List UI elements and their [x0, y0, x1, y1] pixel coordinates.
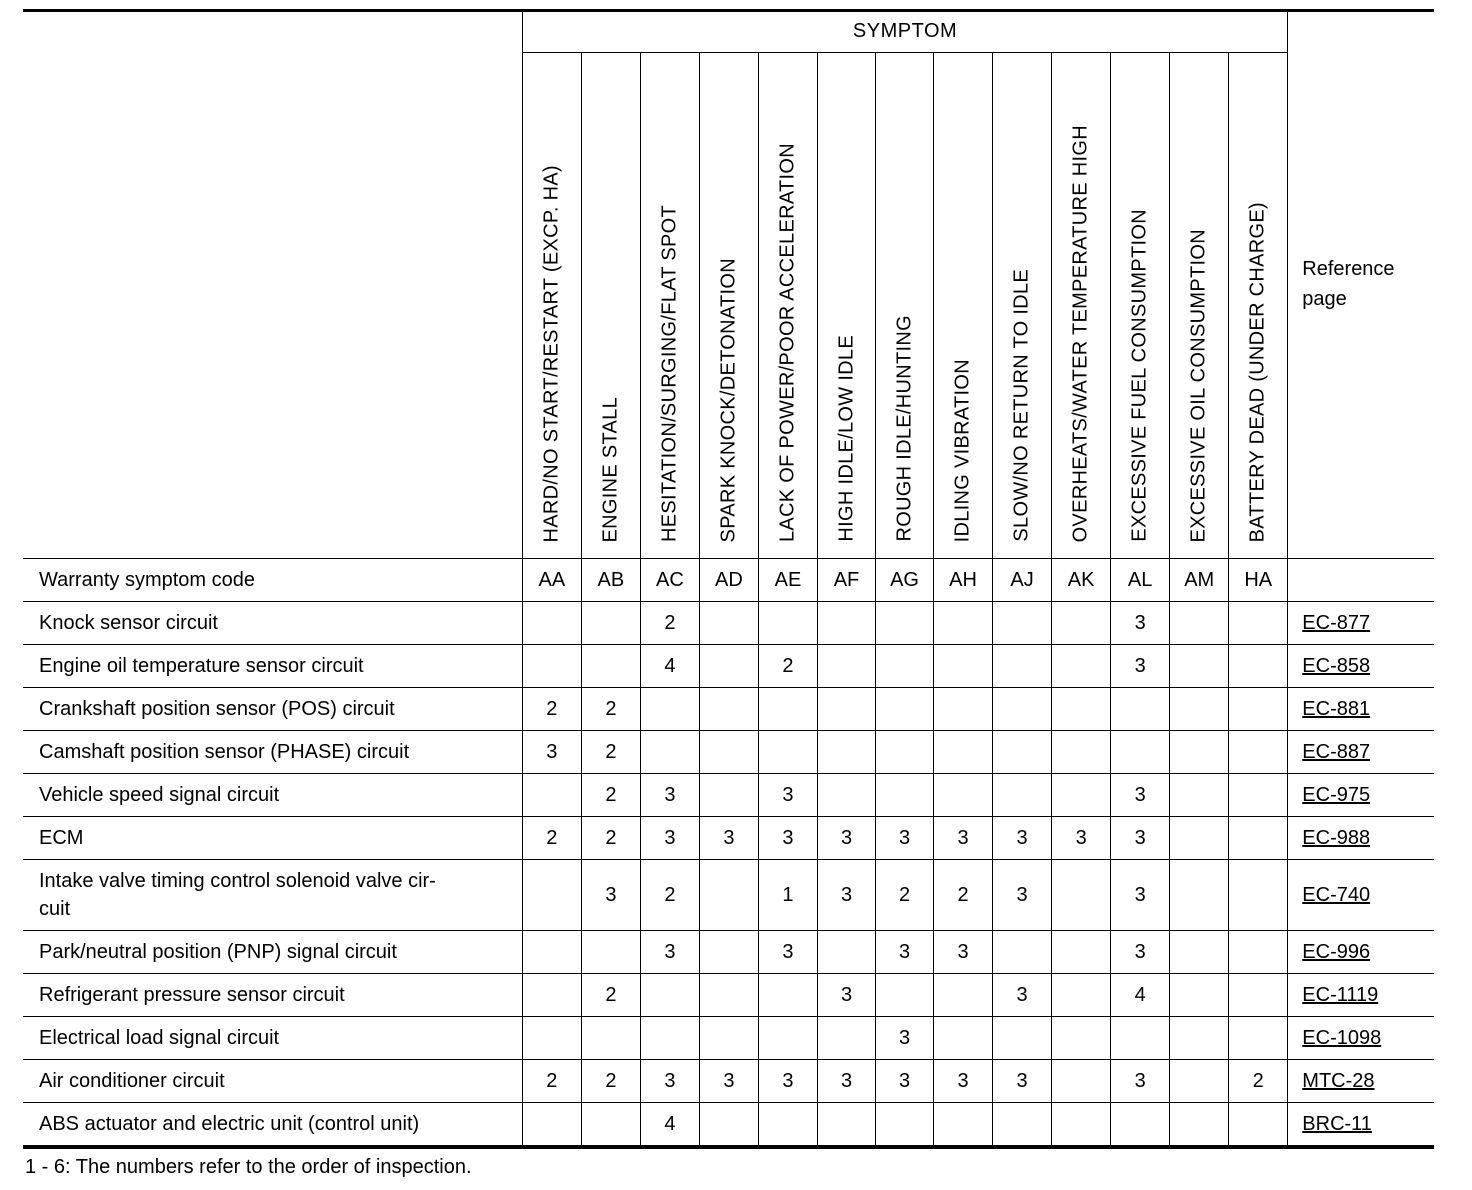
cell-value: [699, 974, 758, 1017]
cell-value: [1111, 1103, 1170, 1146]
symptom-code: AA: [522, 559, 581, 602]
cell-value: 3: [1111, 645, 1170, 688]
reference-cell: [1288, 817, 1434, 860]
symptom-column-header: [1170, 53, 1229, 559]
reference-link[interactable]: EC-877: [1302, 611, 1371, 634]
cell-value: 2: [581, 817, 640, 860]
cell-value: [699, 931, 758, 974]
cell-value: [699, 774, 758, 817]
cell-value: [522, 1017, 581, 1060]
symptom-name: BATTERY DEAD (UNDER CHARGE): [1246, 201, 1269, 542]
cell-value: 3: [758, 774, 817, 817]
symptom-name: EXCESSIVE OIL CONSUMPTION: [1187, 228, 1210, 542]
cell-value: 3: [1052, 817, 1111, 860]
cell-value: 3: [817, 1060, 875, 1103]
cell-value: 3: [640, 774, 699, 817]
reference-link[interactable]: BRC-11: [1302, 1112, 1372, 1135]
row-label: Camshaft position sensor (PHASE) circuit: [23, 731, 522, 774]
cell-value: 3: [699, 1060, 758, 1103]
reference-link[interactable]: EC-1119: [1302, 983, 1379, 1006]
cell-value: 3: [758, 817, 817, 860]
table-row: [23, 1103, 1434, 1146]
cell-value: 3: [934, 1060, 993, 1103]
cell-value: [1111, 731, 1170, 774]
cell-value: [522, 860, 581, 931]
cell-value: [1111, 688, 1170, 731]
cell-value: [993, 1017, 1052, 1060]
cell-value: 2: [640, 860, 699, 931]
reference-cell: [1288, 645, 1434, 688]
reference-cell: [1288, 1017, 1434, 1060]
cell-value: 3: [1111, 817, 1170, 860]
cell-value: 3: [993, 1060, 1052, 1103]
cell-value: [581, 645, 640, 688]
cell-value: 2: [581, 1060, 640, 1103]
reference-link[interactable]: EC-740: [1302, 883, 1371, 906]
cell-value: [934, 602, 993, 645]
reference-link[interactable]: EC-975: [1302, 783, 1371, 806]
cell-value: 3: [1111, 860, 1170, 931]
symptom-code: AJ: [993, 559, 1052, 602]
cell-value: 3: [758, 931, 817, 974]
cell-value: [699, 860, 758, 931]
symptom-column-header: [699, 53, 758, 559]
cell-value: [522, 931, 581, 974]
cell-value: [522, 774, 581, 817]
cell-value: [1052, 774, 1111, 817]
cell-value: [817, 774, 875, 817]
cell-value: 2: [581, 774, 640, 817]
reference-link[interactable]: EC-858: [1302, 654, 1371, 677]
symptom-name: EXCESSIVE FUEL CONSUMPTION: [1128, 209, 1151, 542]
table-row: [23, 1017, 1434, 1060]
symptom-code: AE: [758, 559, 817, 602]
cell-value: 3: [993, 974, 1052, 1017]
cell-value: [1229, 602, 1288, 645]
cell-value: [581, 931, 640, 974]
reference-link[interactable]: MTC-28: [1302, 1069, 1375, 1092]
cell-value: [934, 645, 993, 688]
cell-value: [1229, 1103, 1288, 1146]
cell-value: 1: [758, 860, 817, 931]
cell-value: [1170, 931, 1229, 974]
reference-cell: [1288, 860, 1434, 931]
row-label: Vehicle speed signal circuit: [23, 774, 522, 817]
symptom-column-header: [1111, 53, 1170, 559]
cell-value: 3: [993, 860, 1052, 931]
cell-value: [1052, 688, 1111, 731]
symptom-name: OVERHEATS/WATER TEMPERATURE HIGH: [1069, 124, 1092, 542]
cell-value: 2: [1229, 1060, 1288, 1103]
symptom-code: AL: [1111, 559, 1170, 602]
cell-value: 2: [876, 860, 934, 931]
cell-value: 3: [993, 817, 1052, 860]
symptom-code: AD: [699, 559, 758, 602]
symptom-column-header: [581, 53, 640, 559]
cell-value: [1229, 1017, 1288, 1060]
symptom-name: HIGH IDLE/LOW IDLE: [835, 335, 857, 542]
cell-value: 3: [876, 817, 934, 860]
cell-value: [934, 1103, 993, 1146]
cell-value: [993, 688, 1052, 731]
cell-value: 4: [640, 645, 699, 688]
cell-value: [522, 1103, 581, 1146]
cell-value: [876, 645, 934, 688]
symptom-code: HA: [1229, 559, 1288, 602]
cell-value: [817, 602, 875, 645]
table-row: [23, 860, 1434, 931]
cell-value: [1229, 688, 1288, 731]
table-row: [23, 602, 1434, 645]
cell-value: [1229, 645, 1288, 688]
cell-value: [640, 688, 699, 731]
cell-value: 2: [522, 688, 581, 731]
cell-value: [1170, 860, 1229, 931]
reference-cell: [1288, 774, 1434, 817]
cell-value: [522, 974, 581, 1017]
symptom-code: AB: [581, 559, 640, 602]
symptom-name: HARD/NO START/RESTART (EXCP. HA): [540, 164, 563, 542]
cell-value: 3: [817, 817, 875, 860]
cell-value: [1052, 860, 1111, 931]
symptom-column-header: [758, 53, 817, 559]
cell-value: [993, 731, 1052, 774]
reference-cell: [1288, 731, 1434, 774]
cell-value: [1170, 774, 1229, 817]
cell-value: [934, 731, 993, 774]
reference-cell: [1288, 1060, 1434, 1103]
cell-value: 3: [876, 1017, 934, 1060]
symptom-code: AG: [876, 559, 934, 602]
reference-heading: [1288, 10, 1434, 559]
reference-cell: [1288, 1103, 1434, 1146]
cell-value: 4: [1111, 974, 1170, 1017]
table-row: [23, 731, 1434, 774]
cell-value: [1170, 1103, 1229, 1146]
cell-value: [699, 645, 758, 688]
cell-value: [1052, 1017, 1111, 1060]
footnote: 1 - 6: The numbers refer to the order of inspection.: [25, 1156, 472, 1178]
cell-value: [876, 688, 934, 731]
row-label: Refrigerant pressure sensor circuit: [23, 974, 522, 1017]
cell-value: 2: [581, 731, 640, 774]
cell-value: [1170, 645, 1229, 688]
row-label: Crankshaft position sensor (POS) circuit: [23, 688, 522, 731]
cell-value: 2: [758, 645, 817, 688]
cell-value: [934, 774, 993, 817]
cell-value: [640, 1017, 699, 1060]
cell-value: [993, 1103, 1052, 1146]
cell-value: [758, 731, 817, 774]
symptom-code: AC: [640, 559, 699, 602]
row-label: Intake valve timing control solenoid valve cir- cuit: [23, 860, 522, 931]
table-row: [23, 974, 1434, 1017]
cell-value: [1170, 817, 1229, 860]
symptom-heading: SYMPTOM: [522, 10, 1287, 53]
cell-value: 3: [1111, 931, 1170, 974]
code-row-ref-empty: [1288, 559, 1434, 602]
symptom-name: ENGINE STALL: [599, 396, 622, 542]
cell-value: [1229, 774, 1288, 817]
cell-value: 2: [522, 1060, 581, 1103]
symptom-column-header: [522, 53, 581, 559]
symptom-name: IDLING VIBRATION: [951, 358, 974, 542]
cell-value: [993, 774, 1052, 817]
cell-value: [876, 974, 934, 1017]
cell-value: 3: [758, 1060, 817, 1103]
reference-cell: [1288, 602, 1434, 645]
row-label: ABS actuator and electric unit (control unit): [23, 1103, 522, 1146]
cell-value: [817, 731, 875, 774]
table-row: [23, 774, 1434, 817]
cell-value: [817, 1017, 875, 1060]
cell-value: [1170, 1017, 1229, 1060]
cell-value: [1229, 974, 1288, 1017]
cell-value: 3: [640, 931, 699, 974]
cell-value: [1170, 688, 1229, 731]
cell-value: 3: [581, 860, 640, 931]
symptom-name: ROUGH IDLE/HUNTING: [893, 315, 916, 542]
cell-value: [876, 774, 934, 817]
cell-value: 4: [640, 1103, 699, 1146]
cell-value: [1052, 1060, 1111, 1103]
cell-value: [581, 1103, 640, 1146]
cell-value: 3: [876, 931, 934, 974]
symptom-code: AK: [1052, 559, 1111, 602]
symptom-column-header: [817, 53, 875, 559]
cell-value: [581, 602, 640, 645]
cell-value: [699, 1103, 758, 1146]
symptom-column-header: [993, 53, 1052, 559]
reference-link[interactable]: EC-887: [1302, 740, 1371, 763]
symptom-table: [23, 10, 1434, 1146]
cell-value: 2: [581, 974, 640, 1017]
cell-value: [640, 731, 699, 774]
cell-value: [1170, 731, 1229, 774]
cell-value: [522, 602, 581, 645]
code-row-label: Warranty symptom code: [23, 559, 522, 602]
reference-link[interactable]: EC-1098: [1302, 1026, 1382, 1049]
cell-value: [817, 645, 875, 688]
cell-value: [1052, 931, 1111, 974]
cell-value: [1052, 1103, 1111, 1146]
cell-value: [876, 731, 934, 774]
cell-value: [640, 974, 699, 1017]
cell-value: [993, 931, 1052, 974]
cell-value: [1170, 1060, 1229, 1103]
table-row: [23, 1060, 1434, 1103]
cell-value: [522, 645, 581, 688]
cell-value: 3: [1111, 774, 1170, 817]
cell-value: [699, 731, 758, 774]
cell-value: 2: [640, 602, 699, 645]
reference-cell: [1288, 931, 1434, 974]
cell-value: [876, 602, 934, 645]
cell-value: 3: [1111, 602, 1170, 645]
row-label: Knock sensor circuit: [23, 602, 522, 645]
cell-value: [1229, 731, 1288, 774]
symptom-code: AF: [817, 559, 875, 602]
cell-value: [699, 602, 758, 645]
cell-value: [699, 688, 758, 731]
symptom-column-header: [934, 53, 993, 559]
table-row: [23, 688, 1434, 731]
cell-value: [1170, 974, 1229, 1017]
cell-value: [817, 931, 875, 974]
table-bottom-rule: [23, 1146, 1434, 1149]
cell-value: [699, 1017, 758, 1060]
reference-heading-line1: Reference: [1302, 258, 1395, 280]
cell-value: 3: [817, 860, 875, 931]
table-row: [23, 817, 1434, 860]
cell-value: [1052, 731, 1111, 774]
cell-value: 3: [640, 817, 699, 860]
cell-value: [1052, 974, 1111, 1017]
cell-value: [1229, 860, 1288, 931]
symptom-name: LACK OF POWER/POOR ACCELERATION: [776, 143, 799, 542]
table-row: [23, 931, 1434, 974]
cell-value: [758, 602, 817, 645]
cell-value: [934, 1017, 993, 1060]
row-label: ECM: [23, 817, 522, 860]
cell-value: 3: [934, 931, 993, 974]
cell-value: 2: [581, 688, 640, 731]
symptom-name: SLOW/NO RETURN TO IDLE: [1010, 269, 1033, 542]
cell-value: [581, 1017, 640, 1060]
cell-value: [1170, 602, 1229, 645]
reference-cell: [1288, 974, 1434, 1017]
reference-link[interactable]: EC-881: [1302, 697, 1371, 720]
cell-value: [758, 974, 817, 1017]
cell-value: [758, 1103, 817, 1146]
cell-value: 3: [1111, 1060, 1170, 1103]
cell-value: [1229, 817, 1288, 860]
reference-heading-line2: page: [1302, 288, 1347, 310]
reference-link[interactable]: EC-988: [1302, 826, 1371, 849]
symptom-column-header: [640, 53, 699, 559]
cell-value: [993, 645, 1052, 688]
cell-value: 3: [876, 1060, 934, 1103]
cell-value: [1229, 931, 1288, 974]
row-label: Air conditioner circuit: [23, 1060, 522, 1103]
symptom-code: AM: [1170, 559, 1229, 602]
cell-value: 3: [640, 1060, 699, 1103]
cell-value: [758, 1017, 817, 1060]
row-label: Electrical load signal circuit: [23, 1017, 522, 1060]
reference-cell: [1288, 688, 1434, 731]
cell-value: [934, 688, 993, 731]
cell-value: [817, 688, 875, 731]
cell-value: [934, 974, 993, 1017]
symptom-name: SPARK KNOCK/DETONATION: [717, 257, 740, 542]
cell-value: 3: [522, 731, 581, 774]
symptom-column-header: [1052, 53, 1111, 559]
cell-value: 3: [817, 974, 875, 1017]
cell-value: [817, 1103, 875, 1146]
symptom-name: HESITATION/SURGING/FLAT SPOT: [658, 205, 681, 542]
corner-cell: [23, 10, 522, 559]
symptom-column-header: [1229, 53, 1288, 559]
row-label: Engine oil temperature sensor circuit: [23, 645, 522, 688]
cell-value: [1052, 602, 1111, 645]
cell-value: 3: [934, 817, 993, 860]
cell-value: 3: [699, 817, 758, 860]
cell-value: [1111, 1017, 1170, 1060]
reference-link[interactable]: EC-996: [1302, 940, 1371, 963]
table-row: [23, 645, 1434, 688]
cell-value: 2: [934, 860, 993, 931]
cell-value: [1052, 645, 1111, 688]
symptom-column-header: [876, 53, 934, 559]
cell-value: [758, 688, 817, 731]
cell-value: [993, 602, 1052, 645]
row-label: Park/neutral position (PNP) signal circuit: [23, 931, 522, 974]
cell-value: [876, 1103, 934, 1146]
cell-value: 2: [522, 817, 581, 860]
symptom-code: AH: [934, 559, 993, 602]
